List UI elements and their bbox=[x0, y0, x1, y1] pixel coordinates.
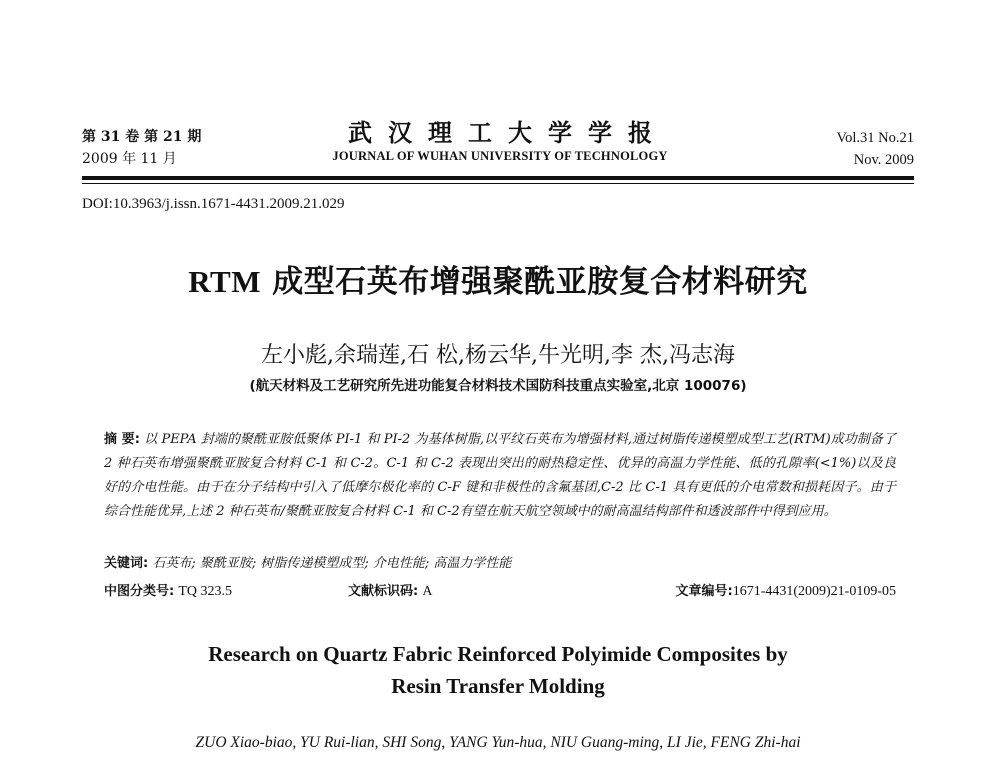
header-rule-thick bbox=[82, 176, 914, 180]
authors-en: ZUO Xiao-biao, YU Rui-lian, SHI Song, YANG Yun-hua, NIU Guang-ming, LI Jie, FENG Zhi-hai bbox=[195, 734, 801, 751]
affiliation-cn: (航天材料及工艺研究所先进功能复合材料技术国防科技重点实验室,北京 100076) bbox=[249, 378, 747, 394]
date-line: 2009 年 11 月 bbox=[82, 151, 177, 167]
title-cn-latin: RTM bbox=[188, 264, 261, 299]
doc-code bbox=[348, 580, 432, 600]
doc-label: 文献标识码: bbox=[348, 584, 419, 599]
vol-no: Vol.31 No.21 bbox=[836, 130, 914, 146]
header-rule-thin bbox=[82, 183, 914, 184]
authors-cn: 左小彪,余瑞莲,石 松,杨云华,牛光明,李 杰,冯志海 bbox=[261, 343, 735, 368]
doc-value: A bbox=[422, 584, 433, 599]
title-cn-rest: 成型石英布增强聚酰亚胺复合材料研究 bbox=[260, 264, 808, 300]
keywords-label: 关键词: bbox=[104, 556, 149, 571]
keywords-cn bbox=[104, 552, 511, 571]
keywords-text: 石英布; 聚酰亚胺; 树脂传递模塑成型; 介电性能; 高温力学性能 bbox=[152, 556, 512, 571]
paper-title-cn bbox=[82, 256, 914, 301]
date-en: Nov. 2009 bbox=[853, 152, 914, 168]
clc-value: TQ 323.5 bbox=[178, 584, 233, 599]
title-en-line1: Research on Quartz Fabric Reinforced Polyimide Composites by bbox=[208, 642, 788, 666]
clc-number bbox=[104, 580, 232, 600]
abstract-cn bbox=[104, 428, 896, 524]
article-value: 1671-4431(2009)21-0109-05 bbox=[732, 584, 896, 599]
journal-masthead bbox=[300, 118, 700, 164]
abstract-text: 以 PEPA 封端的聚酰亚胺低聚体 PI-1 和 PI-2 为基体树脂,以平纹石英布为增强材料,通过树脂传递模塑成型工艺(RTM)成功制备了 2 种石英布增强聚酰亚胺复合材料 C-1 和 C-2。C-1 和 C-2 表现出突出的耐热稳定性、优异的高温力学性能、低的孔隙率(<1%)以及良好的介电性能。由于在分子结构中引入了低摩尔极化率的 C-F 键和非极性的含氟基团,C-2 比 C-1 具有更低的介电常数和损耗因子。由于综合性能优异,上述 2 种石英布/聚酰亚胺复合材料 C-1 和 C-2有望在航天航空领域中的耐高温结构部件和透波部件中得到应用。 bbox=[104, 432, 897, 519]
journal-name-cn: 武汉理工大学学报 bbox=[348, 118, 668, 147]
journal-name-en: JOURNAL OF WUHAN UNIVERSITY OF TECHNOLOGY bbox=[332, 149, 668, 163]
volume-issue bbox=[82, 126, 201, 170]
doi: DOI:10.3963/j.issn.1671-4431.2009.21.029 bbox=[82, 196, 345, 212]
title-en-line2: Resin Transfer Molding bbox=[391, 674, 605, 698]
article-label: 文章编号: bbox=[675, 584, 733, 599]
volume-issue-en bbox=[837, 127, 914, 171]
article-number bbox=[675, 580, 896, 600]
abstract-label: 摘 要: bbox=[104, 432, 140, 447]
clc-label: 中图分类号: bbox=[104, 584, 175, 599]
volume-issue-line: 第 31 卷 第 21 期 bbox=[82, 129, 202, 145]
paper-title-en bbox=[82, 638, 914, 702]
